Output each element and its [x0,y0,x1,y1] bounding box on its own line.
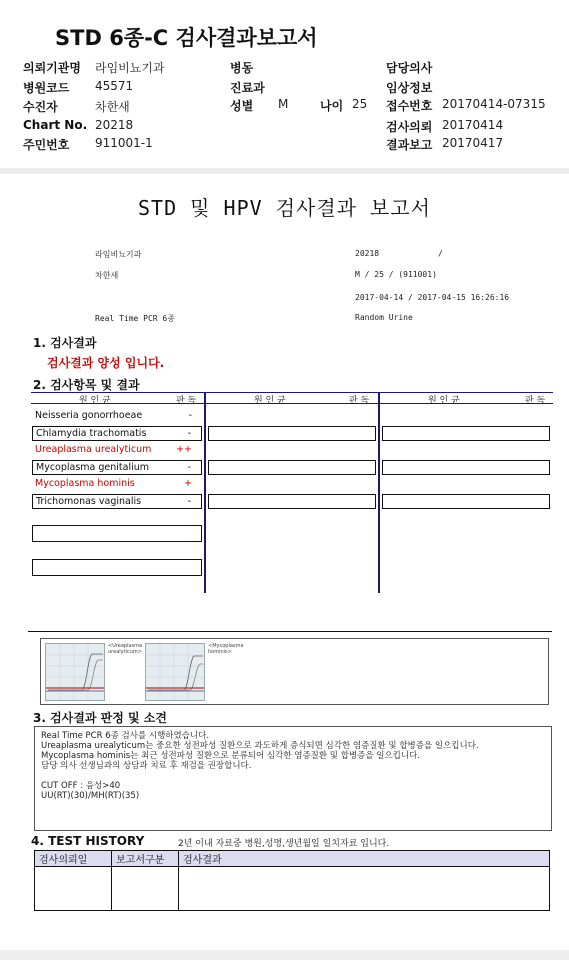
summary-title: STD 6종-C 검사결과보고서 [55,26,318,50]
history-header-row [35,851,550,867]
info-institution: 라임비뇨기과 [95,250,142,259]
item-row-positive [32,477,202,492]
item-name: Mycoplasma genitalium [36,462,150,473]
item-name: Ureaplasma urealyticum [35,444,152,455]
label-department: 진료과 [230,81,265,95]
opinion-line: UU(RT)(30)/MH(RT)(35) [41,791,140,801]
item-row [32,494,202,509]
curve-label-mycoplasma: <Mycoplasma hominis> [208,643,244,655]
opinion-line: 담당 의사 선생님과의 상담과 치료 후 재검을 권장합니다. [41,761,252,771]
opinion-line: Ureaplasma urealyticum는 중요한 성전파성 질환으로 과도하게 증식되면 심각한 염증질환 및 합병증을 일으킵니다. [41,741,479,751]
section-divider [28,631,552,632]
label-request-date: 검사의뢰 [386,120,433,134]
column-divider-2 [378,392,380,593]
item-result: - [187,496,191,507]
empty-row [32,525,202,542]
label-sex: 성별 [230,99,254,113]
history-col-request-date: 검사의뢰일 [35,851,112,867]
info-patient: 차한새 [95,271,119,280]
label-institution: 의뢰기관명 [23,61,81,75]
label-ward: 병동 [230,61,254,75]
item-result: - [188,410,192,421]
value-age: 25 [352,97,368,111]
value-receipt-no: 20170414-07315 [442,97,546,111]
label-hospital-code: 병원코드 [23,81,70,95]
report-sheet [0,174,569,950]
item-row [32,426,202,441]
info-method: Real Time PCR 6종 [95,314,175,323]
history-col-result: 검사결과 [179,851,550,867]
info-dates: 2017-04-14 / 2017-04-15 16:26:16 [355,293,510,302]
item-name: Mycoplasma hominis [35,478,135,489]
value-institution: 라임비뇨기과 [95,61,165,75]
section3-title: 3. 검사결과 판정 및 소견 [33,711,167,725]
label-resident-no: 주민번호 [23,138,70,152]
amplification-curve-ureaplasma [45,643,105,701]
item-result: - [187,428,191,439]
item-row [32,409,202,424]
label-receipt-no: 접수번호 [386,99,433,113]
value-sex: M [278,97,289,111]
label-clinical-info: 임상정보 [386,81,433,95]
report-title: STD 및 HPV 검사결과 보고서 [138,196,431,220]
item-result: + [184,478,192,489]
empty-row [208,494,376,509]
item-row [32,460,202,475]
item-name: Chlamydia trachomatis [36,428,147,439]
label-patient: 수진자 [23,100,58,114]
info-sex-age: M / 25 / (911001) [355,270,437,279]
info-chart-no: 20218 [355,249,380,258]
amplification-curves [40,638,549,705]
summary-sheet [0,0,569,168]
item-name: Trichomonas vaginalis [36,496,142,507]
label-chart-no: Chart No. [23,118,88,132]
empty-row [32,559,202,576]
value-patient: 차한새 [95,100,130,114]
history-col-report-type: 보고서구분 [112,851,179,867]
value-resident-no: 911001-1 [95,136,153,150]
column-divider-1 [204,392,206,593]
amplification-curve-mycoplasma [145,643,205,701]
opinion-line: Real Time PCR 6종 검사를 시행하였습니다. [41,731,210,741]
info-specimen: Random Urine [355,313,413,322]
section1-title: 1. 검사결과 [33,336,97,350]
opinion-line: CUT OFF : 음성>40 [41,781,121,791]
info-slash: / [438,249,443,258]
item-result: - [187,462,191,473]
item-row-positive [32,443,202,458]
label-doctor: 담당의사 [386,61,433,75]
value-hospital-code: 45571 [95,79,134,93]
empty-row [382,460,550,475]
empty-row [382,494,550,509]
opinion-line [41,771,545,781]
empty-row [208,426,376,441]
value-report-date: 20170417 [442,136,504,150]
history-table [34,850,550,911]
opinion-box [34,726,552,831]
value-chart-no: 20218 [95,118,134,132]
positive-result-text: 검사결과 양성 입니다. [47,356,165,370]
empty-row [382,426,550,441]
column-header-2: 원 인 균 판 독 [206,392,378,404]
history-note: 2년 이내 자료중 병원,성명,생년월일 일치자료 입니다. [178,839,390,849]
section4-title: 4. TEST HISTORY [31,834,145,848]
label-report-date: 결과보고 [386,138,433,152]
history-row [35,867,550,911]
section2-title: 2. 검사항목 및 결과 [33,378,140,392]
value-request-date: 20170414 [442,118,504,132]
opinion-line: Mycoplasma hominis는 최근 성전파성 질환으로 분류되어 심각한 염증질환 및 합병증을 일으킵니다. [41,751,421,761]
empty-row [208,460,376,475]
label-age: 나이 [320,99,344,113]
item-name: Neisseria gonorrhoeae [35,410,143,421]
curve-label-ureaplasma: <Ureaplasma urealyticum> [108,643,143,655]
column-header-3: 원 인 균 판 독 [380,392,553,404]
column-header-1: 원 인 균 판 독 [31,392,204,404]
item-result: ++ [176,444,192,455]
